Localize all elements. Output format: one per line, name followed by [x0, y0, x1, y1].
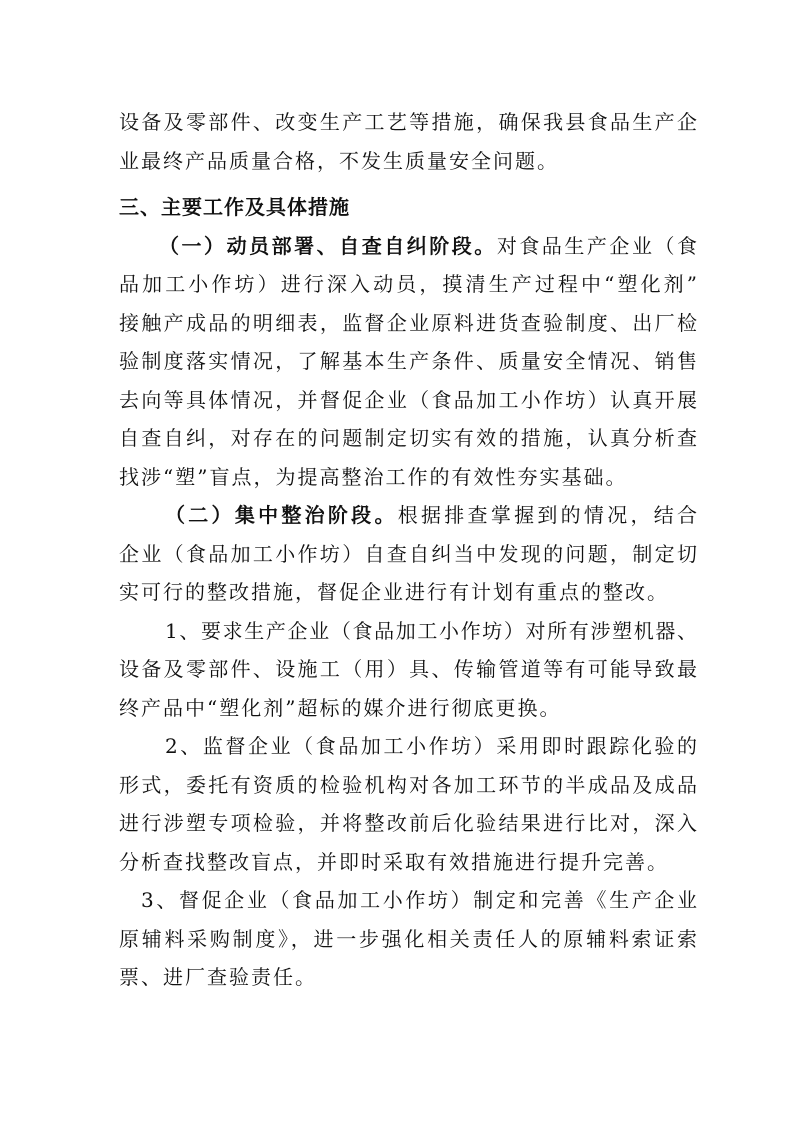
text-line: 2、监督企业（食品加工小作坊）采用即时跟踪化验的 [165, 734, 697, 758]
text-line: 终产品中“塑化剂”超标的媒介进行彻底更换。 [119, 695, 562, 720]
paragraph-continuation [119, 103, 697, 180]
text-line: 业最终产品质量合格，不发生质量安全问题。 [119, 148, 559, 173]
section-heading: 三、主要工作及具体措施 [119, 195, 350, 219]
text-line: 接触产成品的明细表，监督企业原料进货查验制度、出厂检 [119, 310, 697, 335]
paragraph-rectification [119, 496, 697, 612]
subheading: （二）集中整治阶段。 [165, 503, 398, 527]
text-line: 进行涉塑专项检验，并将整改前后化验结果进行比对，深入 [119, 811, 697, 835]
text-line: 企业（食品加工小作坊）自查自纠当中发现的问题，制定切 [119, 541, 697, 566]
text-line: 自查自纠，对存在的问题制定切实有效的措施，认真分析查 [119, 426, 697, 450]
list-item-3 [119, 881, 697, 997]
text-line: 验制度落实情况，了解基本生产条件、质量安全情况、销售 [119, 349, 697, 373]
text-line [119, 496, 697, 535]
text-line: 品加工小作坊）进行深入动员，摸清生产过程中“塑化剂” [119, 272, 697, 296]
text-line [119, 227, 697, 266]
text-line: 分析查找整改盲点，并即时采取有效措施进行提升完善。 [119, 849, 669, 874]
text-span: 根据排查掌握到的情况，结合 [397, 503, 698, 527]
text-span: 对食品生产企业（食 [496, 233, 698, 258]
text-line: 设备及零部件、改变生产工艺等措施，确保我县食品生产企 [119, 110, 697, 134]
text-line: 设备及零部件、设施工（用）具、传输管道等有可能导致最 [119, 657, 697, 681]
text-line: 3、督促企业（食品加工小作坊）制定和完善《生产企业 [141, 888, 697, 912]
text-line: 1、要求生产企业（食品加工小作坊）对所有涉塑机器、 [165, 618, 697, 643]
text-line: 去向等具体情况，并督促企业（食品加工小作坊）认真开展 [119, 387, 697, 412]
text-line: 实可行的整改措施，督促企业进行有计划有重点的整改。 [119, 580, 669, 604]
subheading: （一）动员部署、自查自纠阶段。 [159, 233, 497, 258]
text-line: 票、进厂查验责任。 [119, 965, 317, 989]
list-item-1 [119, 612, 697, 728]
paragraph-mobilization [119, 227, 697, 497]
text-line: 找涉“塑”盲点，为提高整治工作的有效性夯实基础。 [119, 464, 628, 489]
text-line: 原辅料采购制度》，进一步强化相关责任人的原辅料索证索 [119, 926, 697, 951]
text-line: 形式，委托有资质的检验机构对各加工环节的半成品及成品 [119, 772, 697, 797]
document-page [119, 103, 697, 997]
list-item-2 [119, 727, 697, 881]
